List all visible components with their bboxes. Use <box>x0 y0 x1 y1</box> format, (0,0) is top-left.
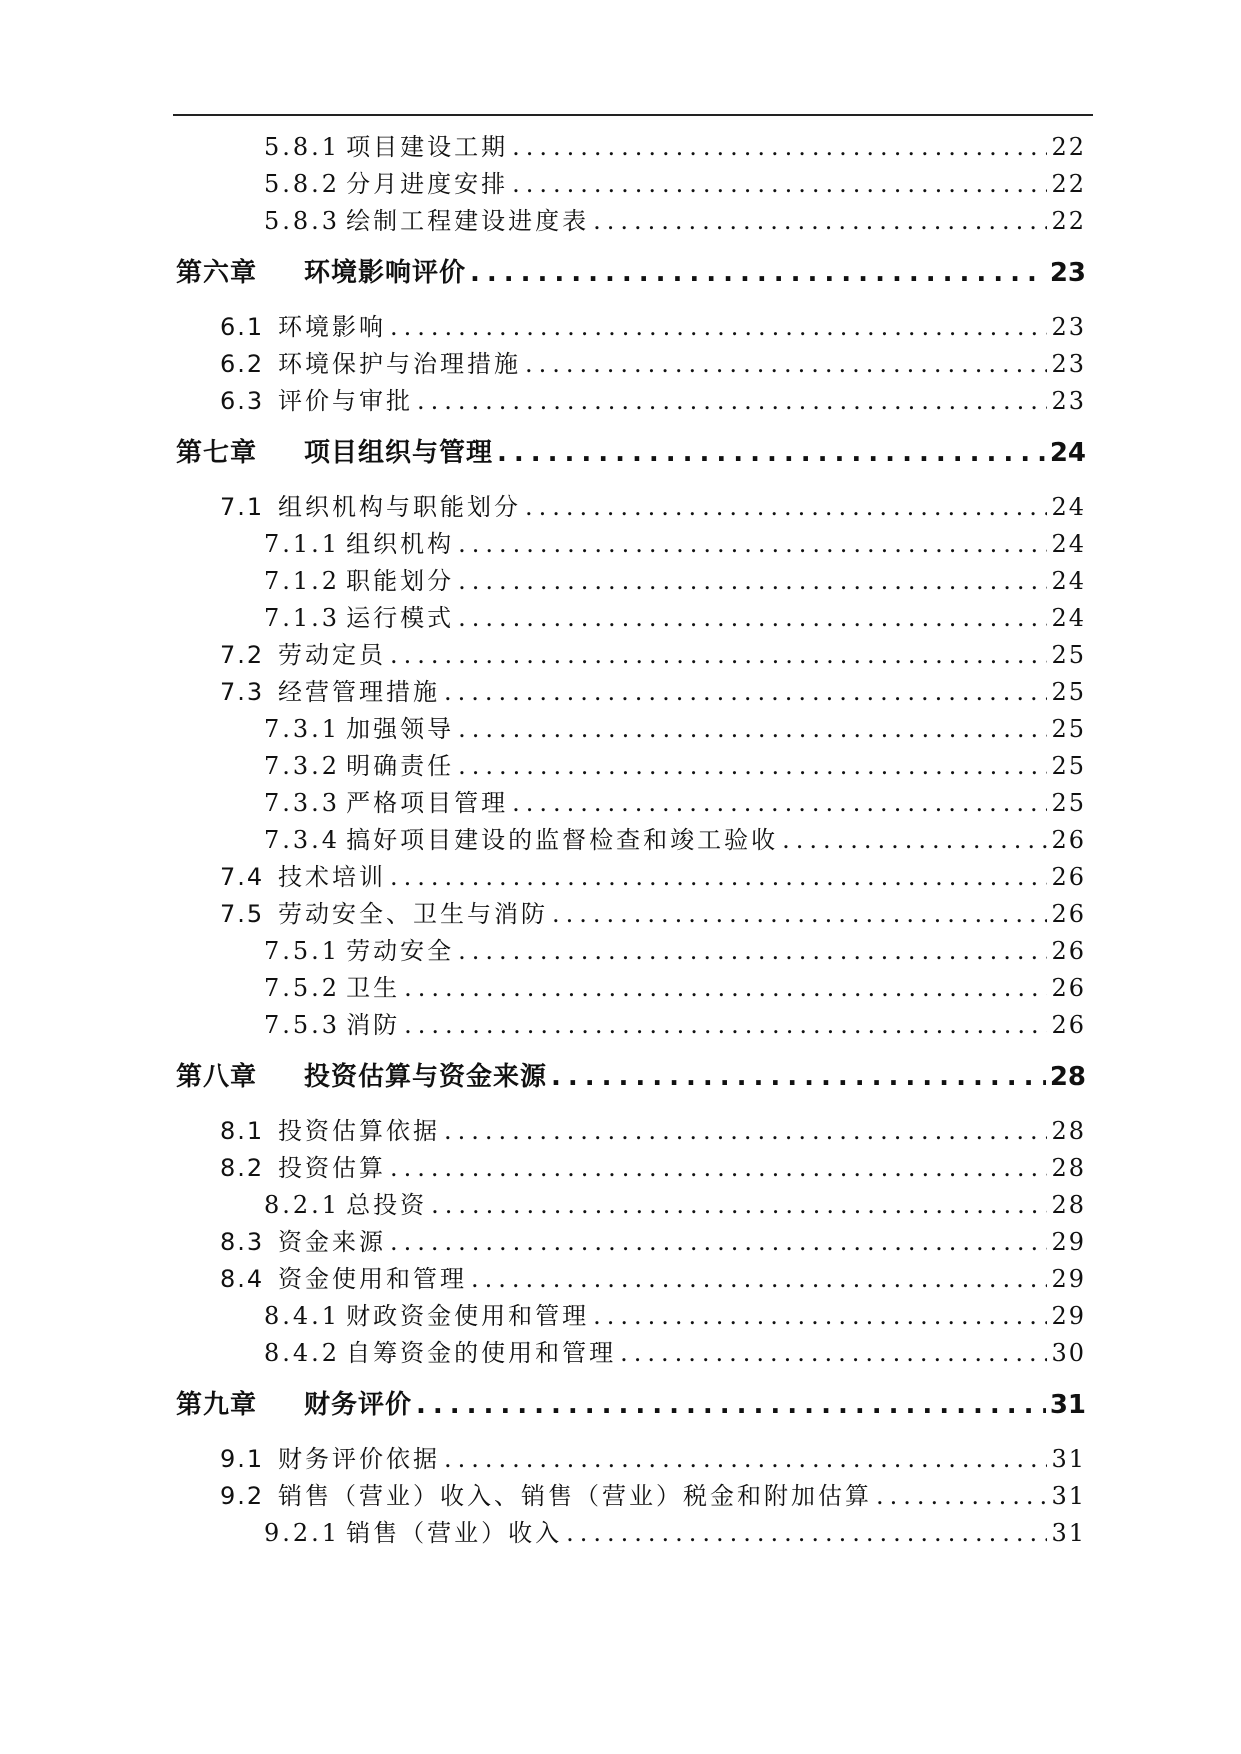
toc-page-number: 31 <box>1049 1390 1086 1420</box>
toc-dot-leader <box>566 1518 1047 1548</box>
toc-entry-number: 7.1 <box>220 493 265 521</box>
toc-section-entry[interactable] <box>220 1116 1086 1146</box>
toc-entry-title: 总投资 <box>346 1191 428 1219</box>
toc-section-entry[interactable] <box>220 349 1086 379</box>
toc-entry-number: 9.2.1 <box>264 1519 341 1547</box>
toc-entry-title: 项目建设工期 <box>346 133 509 161</box>
toc-section-entry[interactable] <box>220 677 1086 707</box>
toc-entry-title: 分月进度安排 <box>346 170 509 198</box>
toc-entry-number: 7.3 <box>220 678 265 706</box>
toc-page-number: 22 <box>1051 170 1086 198</box>
toc-dot-leader <box>458 566 1047 596</box>
toc-dot-leader <box>458 714 1047 744</box>
toc-section-entry[interactable] <box>220 862 1086 892</box>
toc-entry-number: 7.5.3 <box>264 1011 341 1039</box>
toc-subsection-entry[interactable] <box>264 1190 1086 1220</box>
toc-section-entry[interactable] <box>220 899 1086 929</box>
toc-entry-title: 加强领导 <box>346 715 455 743</box>
toc-dot-leader <box>552 899 1047 929</box>
toc-dot-leader <box>512 788 1047 818</box>
toc-page-number: 30 <box>1051 1339 1086 1367</box>
toc-entry-title: 劳动安全、卫生与消防 <box>278 900 548 928</box>
toc-entry-number: 5.8.1 <box>264 133 341 161</box>
toc-page-number: 28 <box>1051 1191 1086 1219</box>
toc-subsection-entry[interactable] <box>264 169 1086 199</box>
toc-entry-number: 7.1.3 <box>264 604 341 632</box>
toc-subsection-entry[interactable] <box>264 825 1086 855</box>
toc-dot-leader <box>390 862 1047 892</box>
toc-entry-title: 组织机构 <box>346 530 455 558</box>
toc-entry-title: 财政资金使用和管理 <box>346 1302 590 1330</box>
toc-entry-number: 6.3 <box>220 387 265 415</box>
toc-entry-number: 7.1.1 <box>264 530 341 558</box>
toc-page-number: 26 <box>1051 863 1086 891</box>
toc-entry-number: 7.3.3 <box>264 789 341 817</box>
toc-section-entry[interactable] <box>220 1264 1086 1294</box>
toc-entry-title: 明确责任 <box>346 752 455 780</box>
toc-dot-leader <box>551 1062 1046 1092</box>
toc-dot-leader <box>497 438 1046 468</box>
toc-page-number: 23 <box>1051 350 1086 378</box>
toc-dot-leader <box>404 1010 1047 1040</box>
toc-entry-number: 8.2.1 <box>264 1191 341 1219</box>
toc-entry-number: 5.8.3 <box>264 207 341 235</box>
toc-page-number: 25 <box>1051 752 1086 780</box>
toc-entry-title: 财务评价依据 <box>278 1445 440 1473</box>
toc-entry-title: 经营管理措施 <box>278 678 440 706</box>
toc-subsection-entry[interactable] <box>264 973 1086 1003</box>
toc-page-number: 28 <box>1051 1117 1086 1145</box>
toc-entry-number: 7.1.2 <box>264 567 341 595</box>
toc-entry-title: 运行模式 <box>346 604 455 632</box>
toc-section-entry[interactable] <box>220 1153 1086 1183</box>
toc-entry-title: 评价与审批 <box>278 387 413 415</box>
toc-dot-leader <box>620 1338 1047 1368</box>
toc-dot-leader <box>593 1301 1047 1331</box>
toc-subsection-entry[interactable] <box>264 1338 1086 1368</box>
toc-page-number: 28 <box>1049 1062 1086 1092</box>
toc-section-entry[interactable] <box>220 640 1086 670</box>
toc-chapter-entry[interactable] <box>176 1390 1086 1420</box>
toc-dot-leader <box>458 751 1047 781</box>
toc-entry-number: 7.2 <box>220 641 265 669</box>
toc-page-number: 26 <box>1051 826 1086 854</box>
toc-subsection-entry[interactable] <box>264 1518 1086 1548</box>
toc-section-entry[interactable] <box>220 386 1086 416</box>
toc-page-number: 24 <box>1051 604 1086 632</box>
toc-section-entry[interactable] <box>220 1481 1086 1511</box>
toc-entry-number: 8.4.1 <box>264 1302 341 1330</box>
toc-entry-number: 7.4 <box>220 863 265 891</box>
toc-subsection-entry[interactable] <box>264 1010 1086 1040</box>
toc-entry-title: 绘制工程建设进度表 <box>346 207 590 235</box>
toc-page-number: 29 <box>1051 1302 1086 1330</box>
toc-entry-title: 严格项目管理 <box>346 789 509 817</box>
toc-entry-title: 投资估算依据 <box>278 1117 440 1145</box>
toc-entry-title: 投资估算 <box>278 1154 386 1182</box>
toc-page-number: 26 <box>1051 1011 1086 1039</box>
toc-dot-leader <box>417 386 1047 416</box>
toc-subsection-entry[interactable] <box>264 529 1086 559</box>
toc-subsection-entry[interactable] <box>264 936 1086 966</box>
toc-entry-number: 7.3.2 <box>264 752 341 780</box>
toc-entry-number: 7.5 <box>220 900 265 928</box>
toc-subsection-entry[interactable] <box>264 132 1086 162</box>
toc-entry-title: 投资估算与资金来源 <box>304 1062 548 1092</box>
toc-page-number: 25 <box>1051 715 1086 743</box>
toc-entry-number: 第八章 <box>176 1062 258 1092</box>
toc-page-number: 22 <box>1051 207 1086 235</box>
toc-entry-number: 8.4 <box>220 1265 265 1293</box>
toc-page-number: 23 <box>1051 313 1086 341</box>
toc-entry-title: 消防 <box>346 1011 401 1039</box>
toc-entry-number: 7.3.1 <box>264 715 341 743</box>
toc-dot-leader <box>404 973 1047 1003</box>
toc-entry-number: 8.3 <box>220 1228 265 1256</box>
toc-entry-title: 财务评价 <box>304 1390 413 1420</box>
toc-entry-number: 8.1 <box>220 1117 265 1145</box>
toc-page-number: 23 <box>1051 387 1086 415</box>
toc-dot-leader <box>390 1153 1047 1183</box>
toc-entry-title: 组织机构与职能划分 <box>278 493 521 521</box>
toc-entry-number: 7.5.1 <box>264 937 341 965</box>
toc-dot-leader <box>593 206 1047 236</box>
toc-section-entry[interactable] <box>220 312 1086 342</box>
toc-page-number: 24 <box>1051 567 1086 595</box>
toc-dot-leader <box>444 1444 1047 1474</box>
toc-subsection-entry[interactable] <box>264 566 1086 596</box>
toc-chapter-entry[interactable] <box>176 258 1086 288</box>
toc-entry-title: 销售（营业）收入、销售（营业）税金和附加估算 <box>278 1482 872 1510</box>
toc-page-number: 29 <box>1051 1228 1086 1256</box>
toc-subsection-entry[interactable] <box>264 1301 1086 1331</box>
toc-dot-leader <box>458 936 1047 966</box>
toc-subsection-entry[interactable] <box>264 714 1086 744</box>
toc-dot-leader <box>458 603 1047 633</box>
toc-page-number: 24 <box>1049 438 1086 468</box>
toc-dot-leader <box>876 1481 1047 1511</box>
toc-dot-leader <box>390 1227 1047 1257</box>
toc-dot-leader <box>470 258 1046 288</box>
toc-entry-number: 8.4.2 <box>264 1339 341 1367</box>
toc-page-number: 24 <box>1051 493 1086 521</box>
toc-page-number: 31 <box>1051 1445 1086 1473</box>
toc-dot-leader <box>525 349 1047 379</box>
toc-entry-number: 7.5.2 <box>264 974 341 1002</box>
toc-entry-title: 项目组织与管理 <box>304 438 494 468</box>
toc-entry-number: 6.2 <box>220 350 265 378</box>
toc-page-number: 26 <box>1051 937 1086 965</box>
toc-subsection-entry[interactable] <box>264 206 1086 236</box>
toc-entry-title: 搞好项目建设的监督检查和竣工验收 <box>346 826 779 854</box>
toc-entry-title: 环境影响评价 <box>304 258 467 288</box>
toc-entry-title: 销售（营业）收入 <box>346 1519 563 1547</box>
toc-entry-title: 环境影响 <box>278 313 386 341</box>
toc-page-number: 26 <box>1051 974 1086 1002</box>
toc-entry-number: 8.2 <box>220 1154 265 1182</box>
toc-section-entry[interactable] <box>220 1227 1086 1257</box>
toc-dot-leader <box>458 529 1047 559</box>
toc-dot-leader <box>444 677 1047 707</box>
toc-page-number: 25 <box>1051 789 1086 817</box>
toc-subsection-entry[interactable] <box>264 751 1086 781</box>
toc-section-entry[interactable] <box>220 492 1086 522</box>
toc-entry-number: 7.3.4 <box>264 826 341 854</box>
toc-entry-number: 9.1 <box>220 1445 265 1473</box>
toc-page-number: 24 <box>1051 530 1086 558</box>
toc-dot-leader <box>431 1190 1047 1220</box>
toc-entry-title: 环境保护与治理措施 <box>278 350 521 378</box>
toc-dot-leader <box>512 169 1047 199</box>
toc-page-number: 29 <box>1051 1265 1086 1293</box>
toc-entry-number: 第九章 <box>176 1390 258 1420</box>
toc-entry-number: 第七章 <box>176 438 258 468</box>
toc-entry-title: 劳动定员 <box>278 641 386 669</box>
toc-entry-number: 5.8.2 <box>264 170 341 198</box>
toc-entry-title: 自筹资金的使用和管理 <box>346 1339 617 1367</box>
toc-dot-leader <box>444 1116 1047 1146</box>
toc-dot-leader <box>512 132 1047 162</box>
toc-entry-title: 卫生 <box>346 974 401 1002</box>
toc-page-number: 31 <box>1051 1482 1086 1510</box>
toc-subsection-entry[interactable] <box>264 788 1086 818</box>
toc-page-number: 26 <box>1051 900 1086 928</box>
toc-page-number: 25 <box>1051 678 1086 706</box>
toc-chapter-entry[interactable] <box>176 1062 1086 1092</box>
toc-dot-leader <box>416 1390 1046 1420</box>
toc-entry-number: 9.2 <box>220 1482 265 1510</box>
toc-entry-title: 劳动安全 <box>346 937 455 965</box>
toc-page-number: 23 <box>1049 258 1086 288</box>
toc-entry-number: 第六章 <box>176 258 258 288</box>
toc-dot-leader <box>390 640 1047 670</box>
toc-page-number: 31 <box>1051 1519 1086 1547</box>
toc-entry-number: 6.1 <box>220 313 265 341</box>
toc-chapter-entry[interactable] <box>176 438 1086 468</box>
toc-dot-leader <box>471 1264 1047 1294</box>
toc-section-entry[interactable] <box>220 1444 1086 1474</box>
toc-dot-leader <box>525 492 1047 522</box>
toc-entry-title: 技术培训 <box>278 863 386 891</box>
toc-page-number: 25 <box>1051 641 1086 669</box>
toc-dot-leader <box>782 825 1047 855</box>
toc-entry-title: 资金来源 <box>278 1228 386 1256</box>
toc-subsection-entry[interactable] <box>264 603 1086 633</box>
toc-entry-title: 职能划分 <box>346 567 455 595</box>
toc-dot-leader <box>390 312 1047 342</box>
toc-page-number: 28 <box>1051 1154 1086 1182</box>
toc-entry-title: 资金使用和管理 <box>278 1265 467 1293</box>
toc-page-number: 22 <box>1051 133 1086 161</box>
